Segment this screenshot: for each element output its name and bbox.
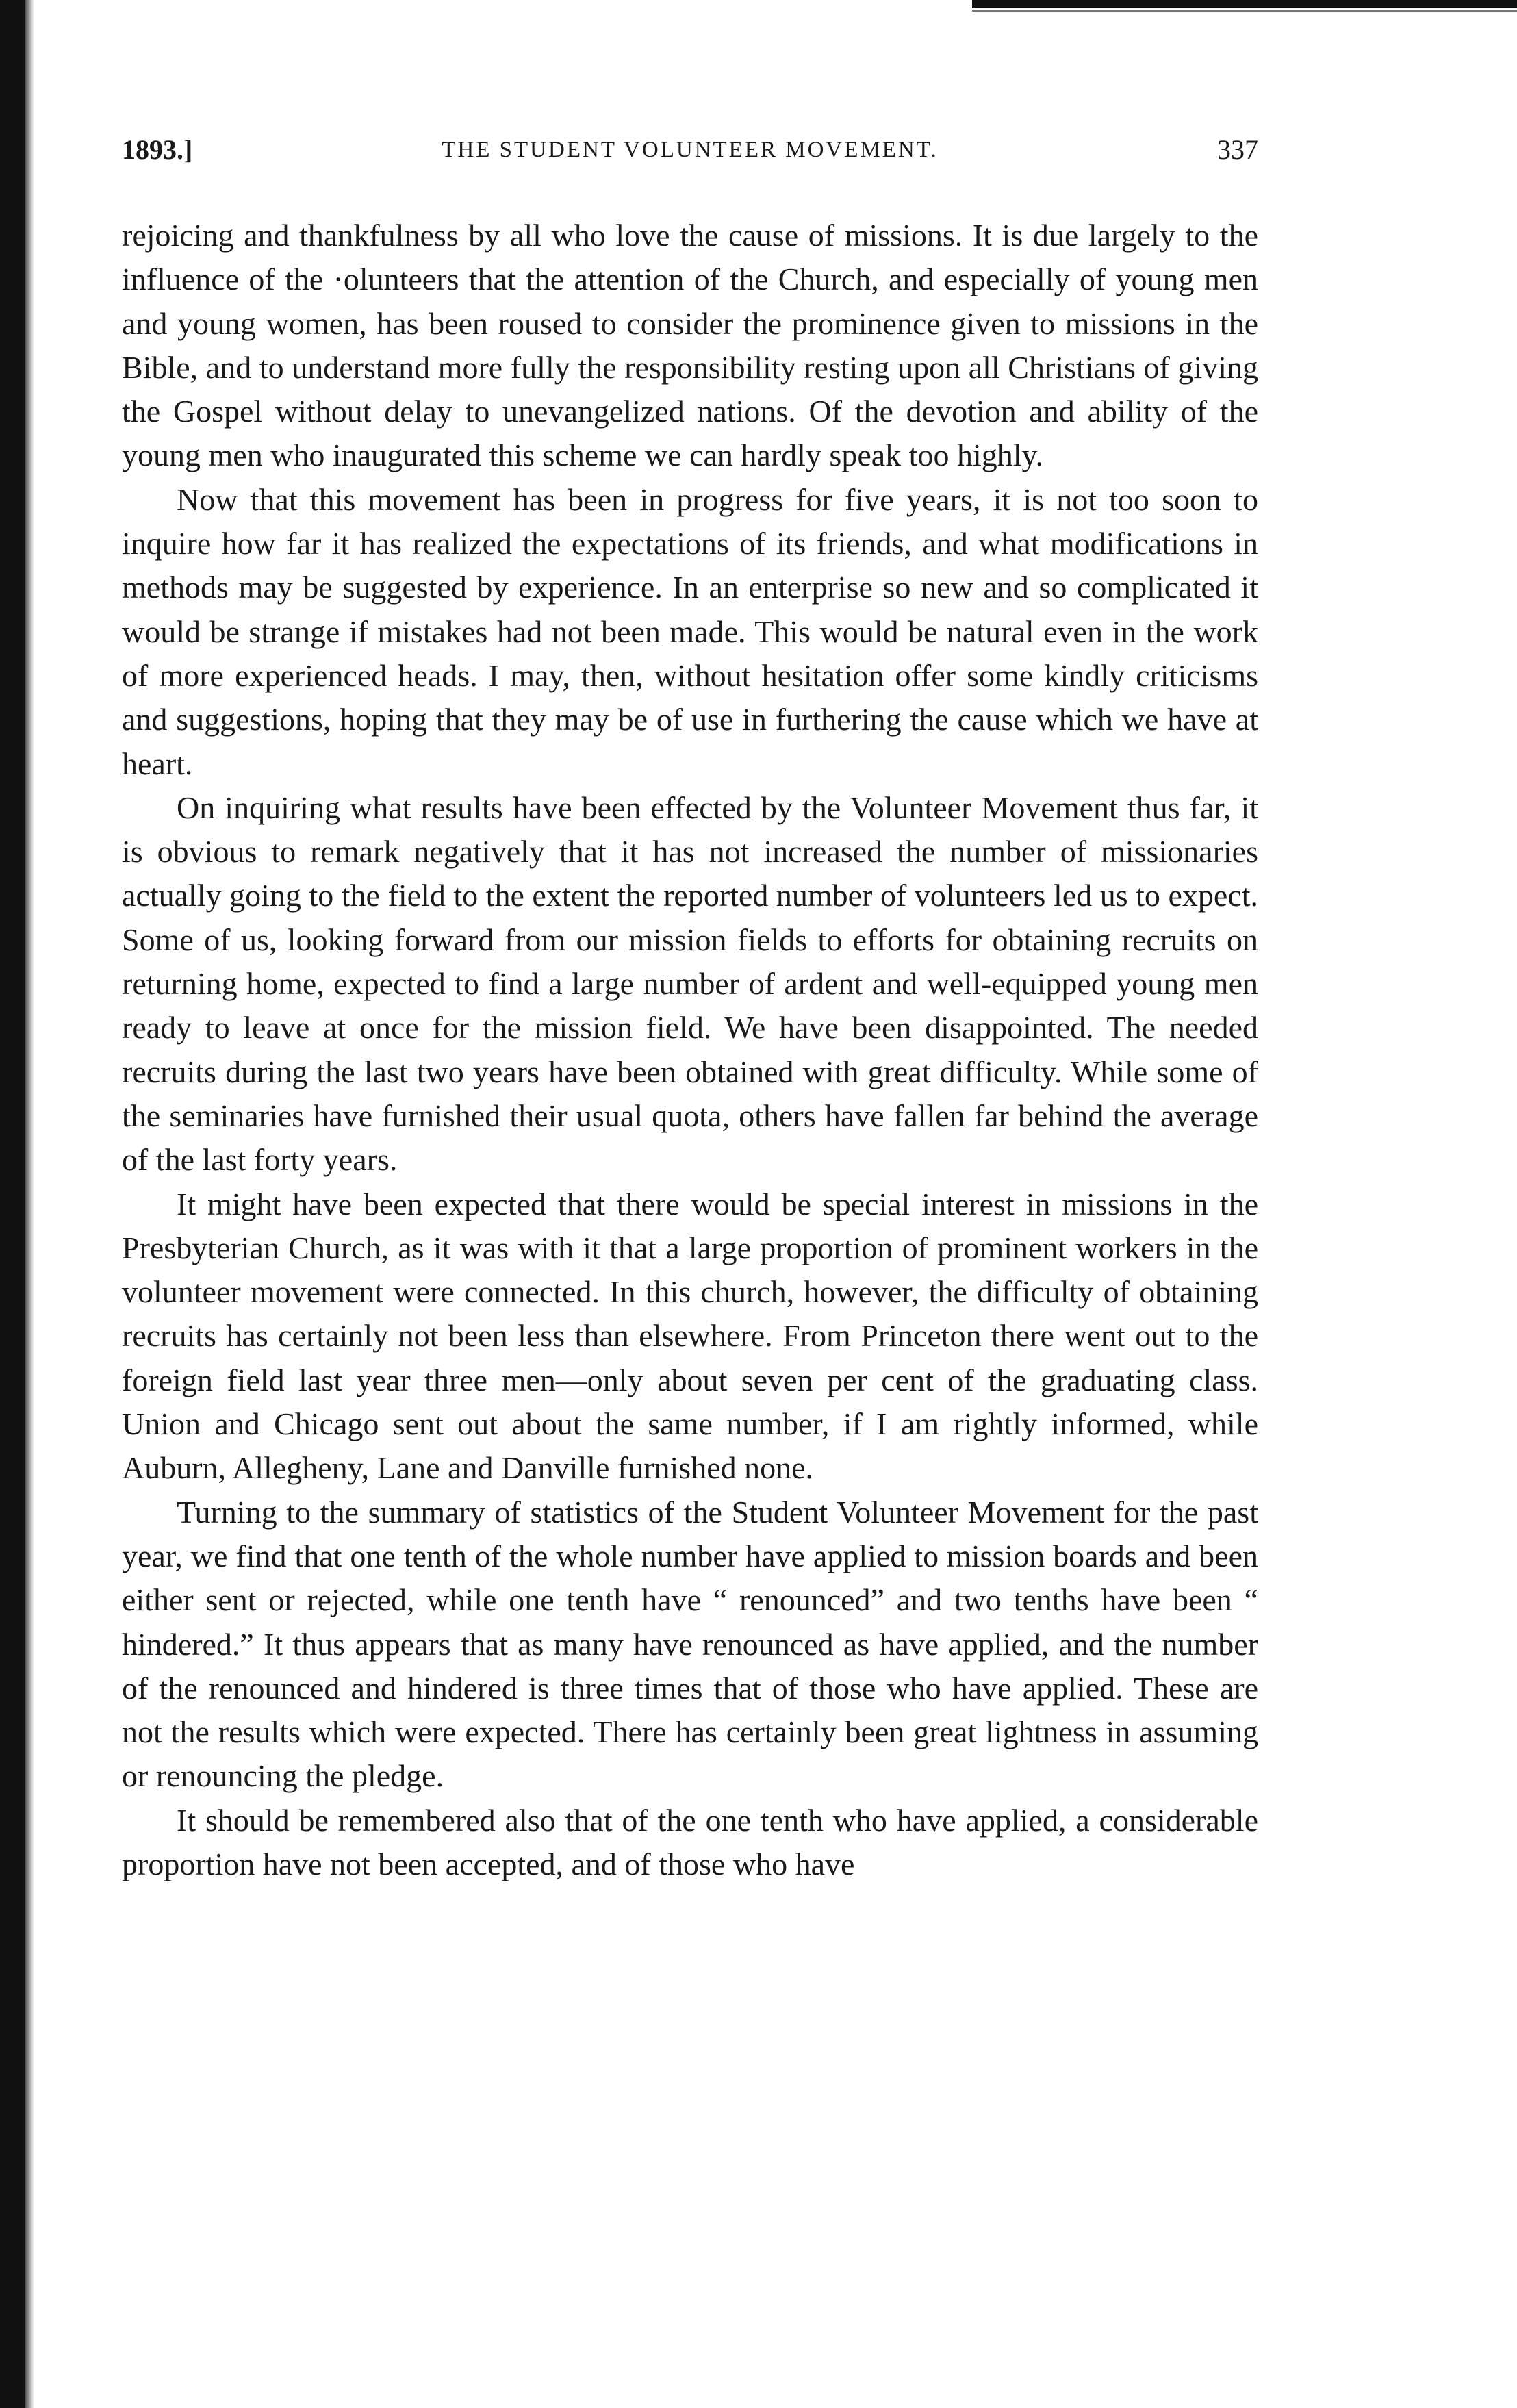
running-head — [122, 134, 1258, 175]
paragraph-3: On inquiring what results have been effected by the Volunteer Movement thus far, it is obvious to remark negatively that it has not increased the number of missionaries actually going to the field to the extent the reported number of volunteers led us to expect. Some of us, looking forward from our mission fields to efforts for obtaining recruits on returning home, expected to find a large number of ardent and well-equipped young men ready to leave at once for the mission field. We have been disappointed. The needed recruits during the last two years have been obtained with great difficulty. While some of the seminaries have furnished their usual quota, others have fallen far behind the average of the last forty years. — [122, 789, 1258, 1178]
body-text — [122, 214, 1258, 1886]
header-year: 1893.] — [122, 134, 193, 165]
paragraph-5: Turning to the summary of statistics of the Student Volunteer Movement for the past year, we find that one tenth of the whole number have applied to mission boards and been either sent or rejected, while one tenth have “ renounced” and two tenths have been “ hindered.” It thus appears that as many have renounced as have applied, and the number of the renounced and hindered is three times that of those who have applied. These are not the results which were expected. There has certainly been great lightness in assuming or renouncing the pledge. — [122, 1494, 1258, 1794]
paragraph-1: rejoicing and thankfulness by all who love the cause of missions. It is due largely to the influence of the ·olunteers that the attention of the Church, and especially of young men and young women, has been roused to consider the prominence given to missions in the Bible, and to understand more fully the responsibility resting upon all Christians of giving the Gospel without delay to unevangelized nations. Of the devotion and ability of the young men who inaugurated this scheme we can hardly speak too highly. — [122, 218, 1258, 473]
paragraph-2: Now that this movement has been in progress for five years, it is not too soon to inquire how far it has realized the expectations of its friends, and what modifications in methods may be suggested by experience. In an enterprise so new and so complicated it would be strange if mistakes had not been made. This would be natural even in the work of more experienced heads. I may, then, without hesitation offer some kindly criticisms and suggestions, hoping that they may be of use in furthering the cause which we have at heart. — [122, 481, 1258, 781]
paragraph-6: It should be remembered also that of the one tenth who have applied, a considerable proportion have not been accepted, and of those who have — [122, 1802, 1258, 1881]
top-scan-rule-thin — [972, 10, 1517, 12]
running-title: THE STUDENT VOLUNTEER MOVEMENT. — [442, 138, 939, 162]
paragraph-4: It might have been expected that there would be special interest in missions in the Presbyterian Church, as it was with it that a large proportion of prominent workers in the volunteer movement were connected. In this church, however, the difficulty of obtaining recruits has certainly not been less than elsewhere. From Princeton there went out to the foreign field last year three men—only about seven per cent of the graduating class. Union and Chicago sent out about the same number, if I am rightly informed, while Auburn, Allegheny, Lane and Danville furnished none. — [122, 1186, 1258, 1486]
page-number: 337 — [1217, 134, 1258, 165]
binding-shadow — [0, 0, 25, 2408]
top-scan-rule — [972, 0, 1517, 8]
binding-gradient — [25, 0, 34, 2408]
